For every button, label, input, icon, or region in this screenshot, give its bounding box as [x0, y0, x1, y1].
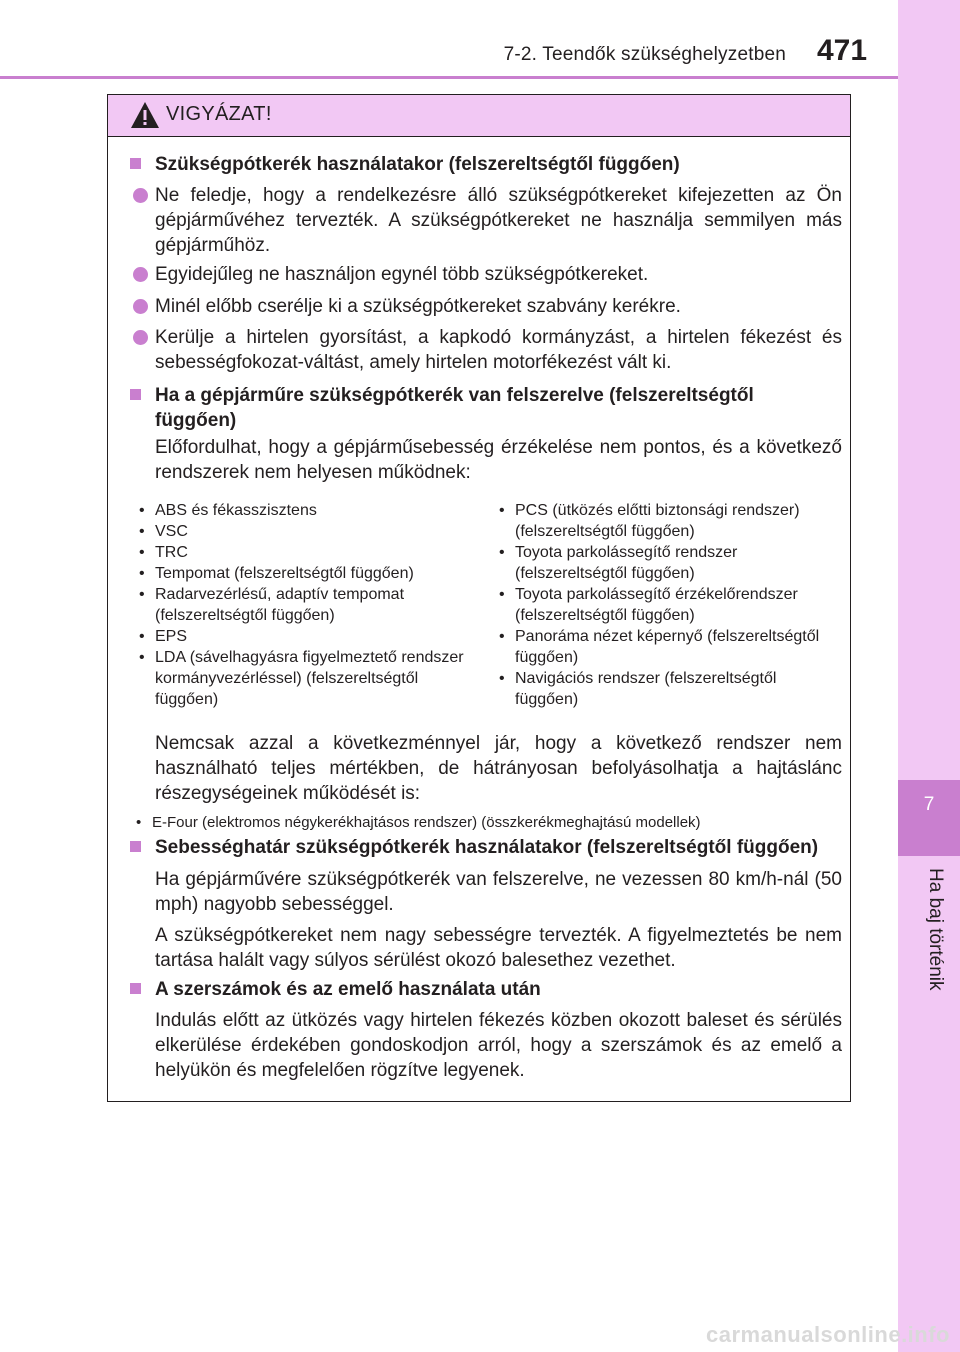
watermark: carmanualsonline.info	[706, 1322, 950, 1347]
list-item: • Tempomat (felszereltségtől függően)	[133, 563, 478, 584]
section-heading-speed-limit	[130, 835, 840, 860]
paragraph: Nemcsak azzal a következménnyel jár, hogy a következő rendszer nem használható teljes mértékben, de hátrányosan befolyásolhatja a hajtáslánc részegységeinek működését is:	[155, 733, 842, 804]
circle-bullet-icon	[133, 299, 148, 314]
section-heading-text: Ha a gépjárműre szükségpótkerék van felszerelve (felszereltségtől függően)	[155, 385, 754, 431]
caution-title: VIGYÁZAT!	[166, 103, 272, 125]
systems-list-left	[133, 500, 478, 710]
page-number: 471	[816, 34, 868, 67]
caution-box	[107, 94, 851, 1102]
square-bullet-icon	[130, 841, 141, 852]
bullet-text: Kerülje a hirtelen gyorsítást, a kapkodó kormányzást, a hirtelen fékezést és sebességfokozat-váltást, amely hirtelen motorfékezést vált ki.	[155, 327, 842, 373]
circle-bullet-icon	[133, 188, 148, 203]
square-bullet-icon	[130, 389, 141, 400]
bullet-item	[130, 262, 842, 287]
note-item: • E-Four (elektromos négykerékhajtásos rendszer) (összkerékmeghajtású modellek)	[130, 813, 842, 833]
header-rule	[0, 76, 898, 79]
circle-bullet-icon	[133, 267, 148, 282]
list-item: • Radarvezérlésű, adaptív tempomat (felszereltségtől függően)	[133, 584, 478, 626]
chapter-title: Ha baj történik	[925, 868, 946, 991]
bullet-item	[130, 294, 842, 319]
section-heading-spare-tire-use	[130, 152, 840, 177]
side-tab	[898, 0, 960, 1352]
paragraph: A szükségpótkereket nem nagy sebességre tervezték. A figyelmeztetés be nem tartása halált vagy súlyos sérülést okozó balesethez vezethet.	[155, 925, 842, 971]
section-heading-spare-tire-installed	[130, 383, 840, 433]
section-heading-tools-jack	[130, 977, 840, 1002]
list-item: • Navigációs rendszer (felszereltségtől függően)	[493, 668, 823, 710]
paragraph: Indulás előtt az ütközés vagy hirtelen fékezés közben okozott baleset és sérülés elkerülése érdekében gondoskodjon arról, hogy a szerszámok és az emelő a helyükön és megfelelően rögzítve legyenek.	[155, 1010, 842, 1081]
list-item: • TRC	[133, 542, 478, 563]
list-item: • VSC	[133, 521, 478, 542]
list-item: • Toyota parkolássegítő érzékelőrendszer (felszereltségtől függően)	[493, 584, 823, 626]
chapter-number: 7	[923, 794, 935, 815]
bullet-text: Minél előbb cserélje ki a szükségpótkereket szabvány kerékre.	[155, 296, 681, 317]
circle-bullet-icon	[133, 330, 148, 345]
section-heading-text: A szerszámok és az emelő használata után	[155, 979, 541, 1000]
list-item: • EPS	[133, 626, 478, 647]
bullet-item	[130, 325, 842, 375]
bullet-text: Ne feledje, hogy a rendelkezésre álló szükségpótkereket kifejezetten az Ön gépjárművéhez tervezték. A szükségpótkereket ne használja semmilyen más gépjárműhöz.	[155, 185, 842, 256]
list-item: • ABS és fékasszisztens	[133, 500, 478, 521]
warning-triangle-icon	[130, 101, 160, 129]
chapter-tab[interactable]	[898, 780, 960, 856]
bullet-item	[130, 183, 842, 258]
section-heading-text: Szükségpótkerék használatakor (felszereltségtől függően)	[155, 154, 680, 175]
paragraph: Előfordulhat, hogy a gépjárműsebesség érzékelése nem pontos, és a következő rendszerek nem helyesen működnek:	[155, 437, 842, 483]
list-item: • Toyota parkolássegítő rendszer (felszereltségtől függően)	[493, 542, 823, 584]
list-item: • LDA (sávelhagyásra figyelmeztető rendszer kormányvezérléssel) (felszereltségtől függően)	[133, 647, 478, 710]
bullet-text: Egyidejűleg ne használjon egynél több szükségpótkereket.	[155, 264, 649, 285]
square-bullet-icon	[130, 983, 141, 994]
systems-list-right	[493, 500, 823, 710]
list-item: • PCS (ütközés előtti biztonsági rendszer) (felszereltségtől függően)	[493, 500, 823, 542]
square-bullet-icon	[130, 158, 141, 169]
list-item: • Panoráma nézet képernyő (felszereltségtől függően)	[493, 626, 823, 668]
caution-header	[108, 95, 850, 137]
paragraph: Ha gépjárművére szükségpótkerék van felszerelve, ne vezessen 80 km/h-nál (50 mph) nagyobb sebességgel.	[155, 869, 842, 915]
section-heading-text: Sebességhatár szükségpótkerék használatakor (felszereltségtől függően)	[155, 837, 819, 858]
section-title: 7-2. Teendők szükséghelyzetben	[503, 44, 786, 65]
